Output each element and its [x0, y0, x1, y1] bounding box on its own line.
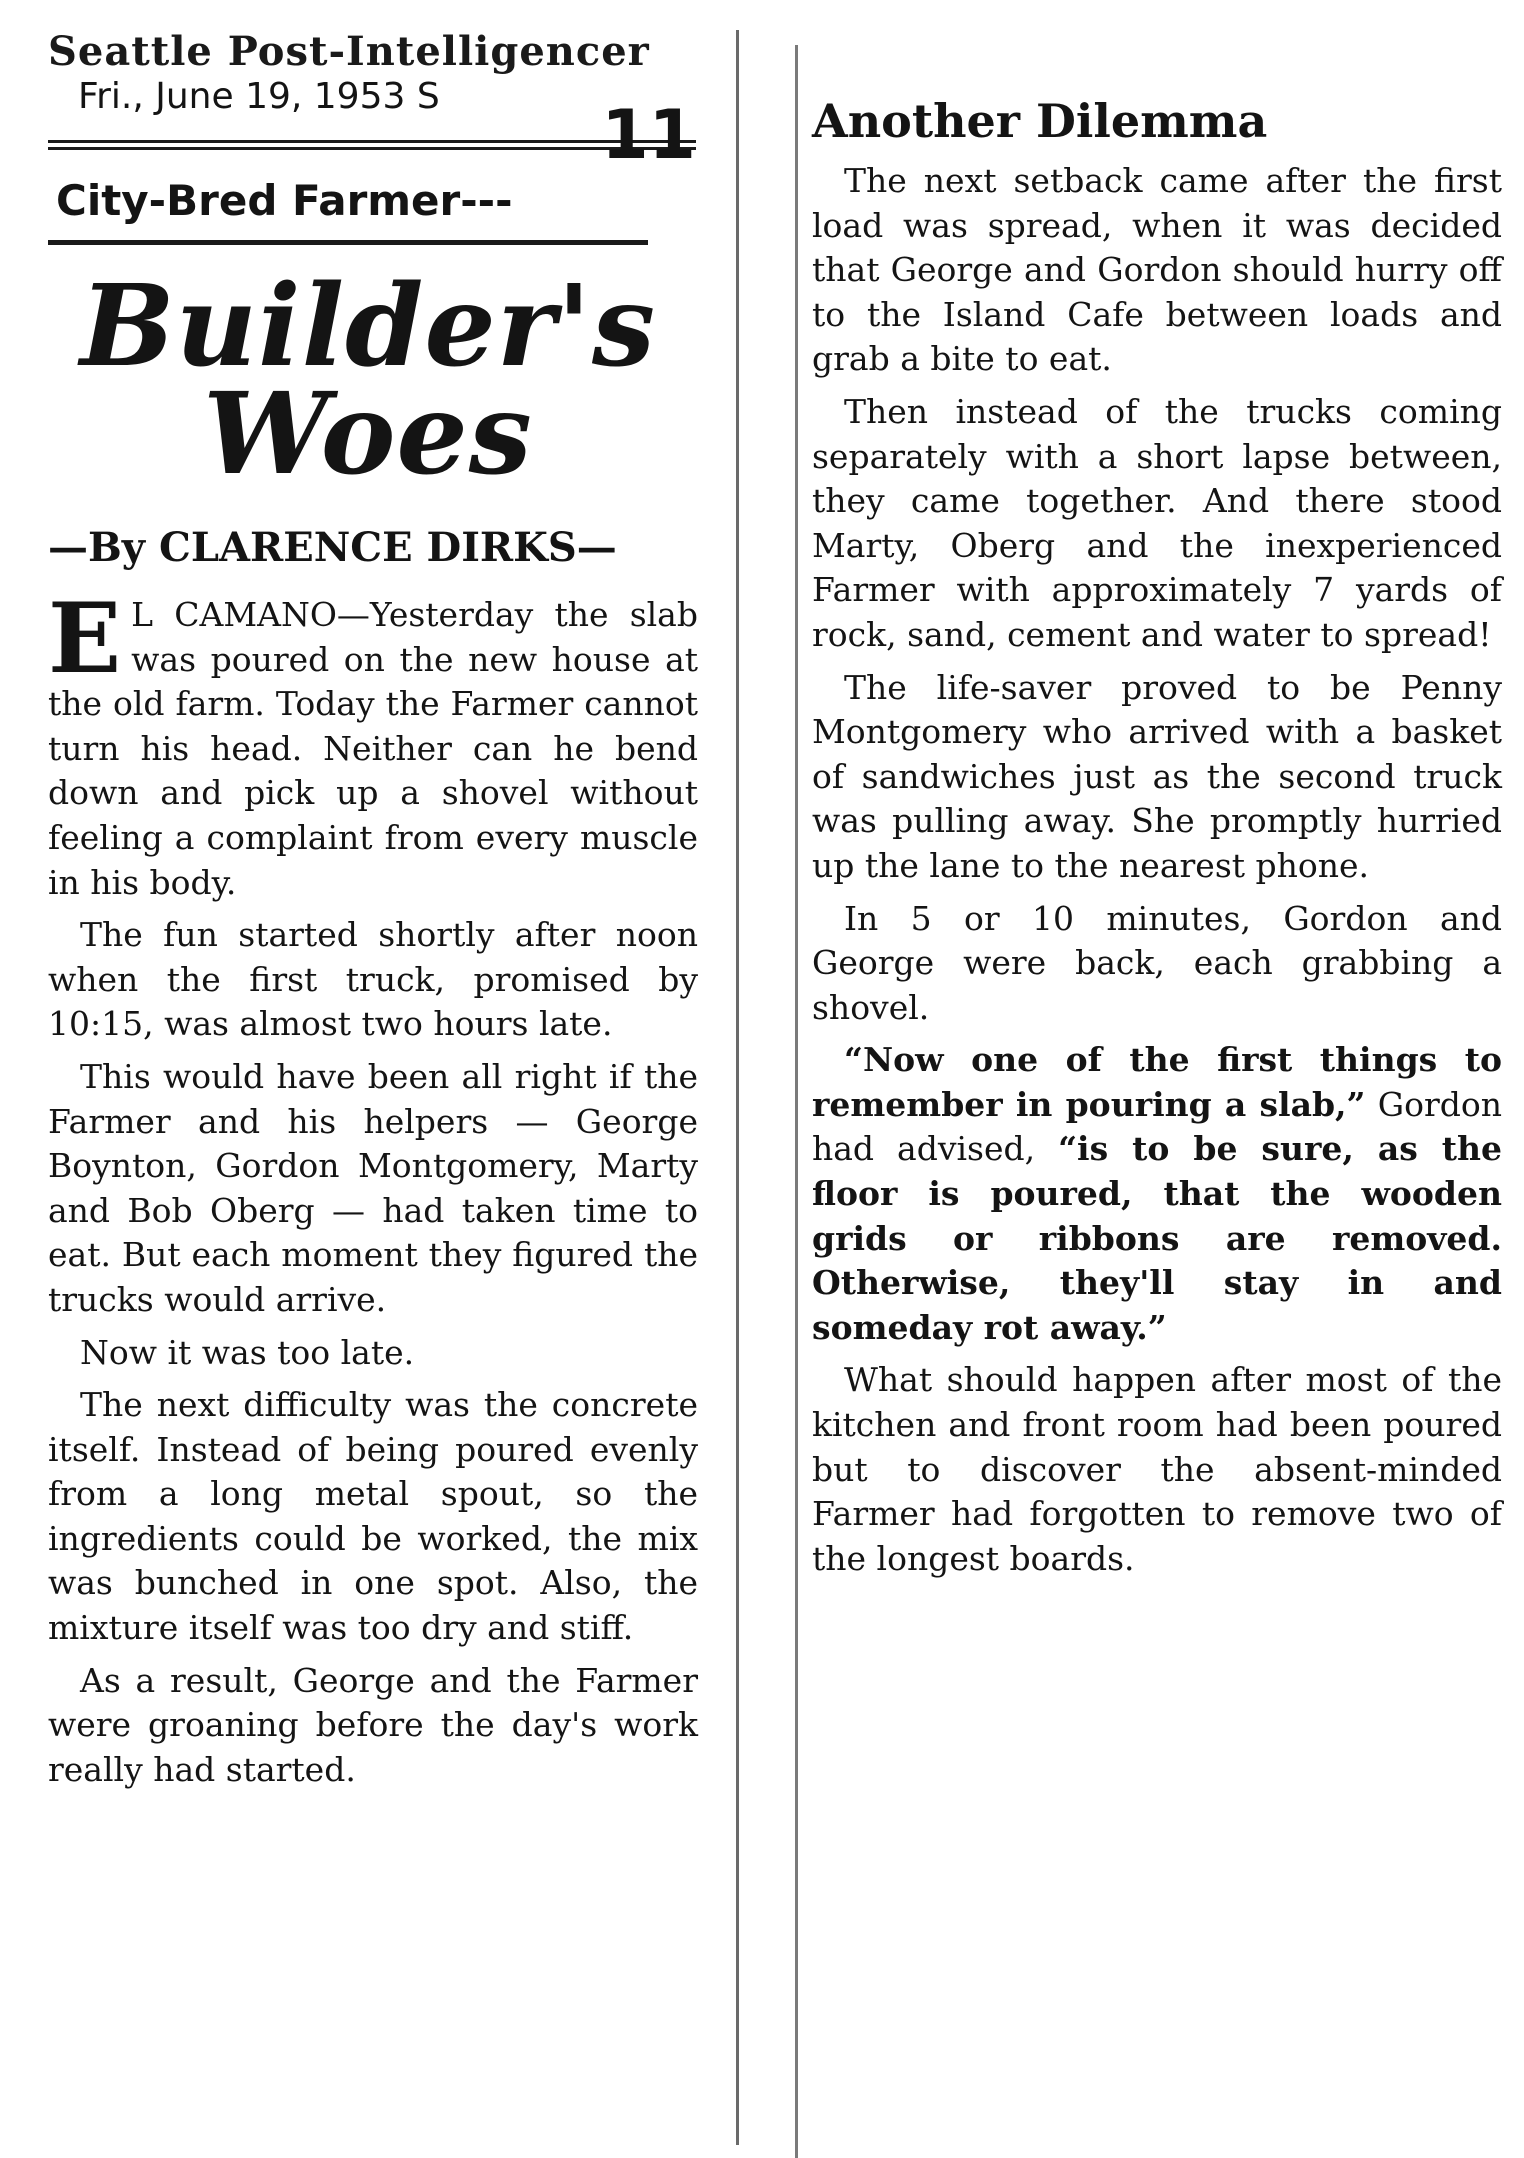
- quote-bold: “is to be sure, as the floor is poured, that the wooden grids or ribbons are removed. Otherwise, they'll stay in and someday rot away.”: [812, 1129, 1502, 1347]
- paragraph: Now it was too late.: [80, 1332, 415, 1372]
- quote-plain: Gordon had advised,: [812, 1084, 1502, 1169]
- paragraph: In 5 or 10 minutes, Gordon and George were back, each grabbing a shovel.: [812, 898, 1502, 1027]
- left-body: [48, 582, 698, 1792]
- paragraph: The fun started shortly after noon when the first truck, promised by 10:15, was almost two hours late.: [48, 915, 698, 1044]
- subhead: Another Dilemma: [812, 94, 1268, 148]
- page-number: 11: [601, 96, 696, 175]
- left-column-clipping: [48, 30, 739, 2145]
- paragraph: The next difficulty was the concrete itself. Instead of being poured evenly from a long metal spout, so the ingredients could be worked, the mix was bunched in one spot. Also, the mixture itself was too dry and stiff.: [48, 1385, 698, 1648]
- quote-bold: “Now one of the first things to remember in pouring a slab,”: [812, 1040, 1502, 1124]
- paragraph: What should happen after most of the kitchen and front room had been poured but to discover the absent-minded Farmer had forgotten to remove two of the longest boards.: [812, 1360, 1502, 1578]
- paragraph: This would have been all right if the Farmer and his helpers — George Boynton, Gordon Montgomery, Marty and Bob Oberg — had taken time to eat. But each moment they figured the trucks would arrive.: [48, 1056, 698, 1319]
- paragraph: As a result, George and the Farmer were groaning before the day's work really had started.: [48, 1660, 698, 1789]
- quote-paragraph: [812, 1038, 1502, 1350]
- paragraph: The next setback came after the first load was spread, when it was decided that George and Gordon should hurry off to the Island Cafe between loads and grab a bite to eat.: [812, 161, 1502, 379]
- byline: —By CLARENCE DIRKS—: [48, 524, 617, 571]
- paragraph: E L CAMANO—Yesterday the slab was poured on the new house at the old farm. Today the Farmer cannot turn his head. Neither can he bend down and pick up a shovel without feeling a complaint from every muscle in his body.: [48, 582, 698, 902]
- dateline: Fri., June 19, 1953 S: [78, 76, 440, 117]
- masthead-rule: [48, 140, 696, 150]
- paragraph: The life-saver proved to be Penny Montgomery who arrived with a basket of sandwiches just as the second truck was pulling away. She promptly hurried up the lane to the nearest phone.: [812, 667, 1502, 885]
- paragraph: Then instead of the trucks coming separately with a short lapse between, they came together. And there stood Marty, Oberg and the inexperienced Farmer with approximately 7 yards of rock, sand, cement and water to spread!: [812, 391, 1502, 654]
- right-column-clipping: [795, 45, 1524, 2158]
- newspaper-masthead: Seattle Post-Intelligencer: [48, 30, 650, 75]
- drop-cap: E: [48, 582, 122, 695]
- headline: Builder's Woes: [79, 261, 657, 500]
- kicker-rule: [48, 240, 648, 245]
- right-body: [812, 159, 1502, 1581]
- kicker: City-Bred Farmer---: [56, 176, 513, 225]
